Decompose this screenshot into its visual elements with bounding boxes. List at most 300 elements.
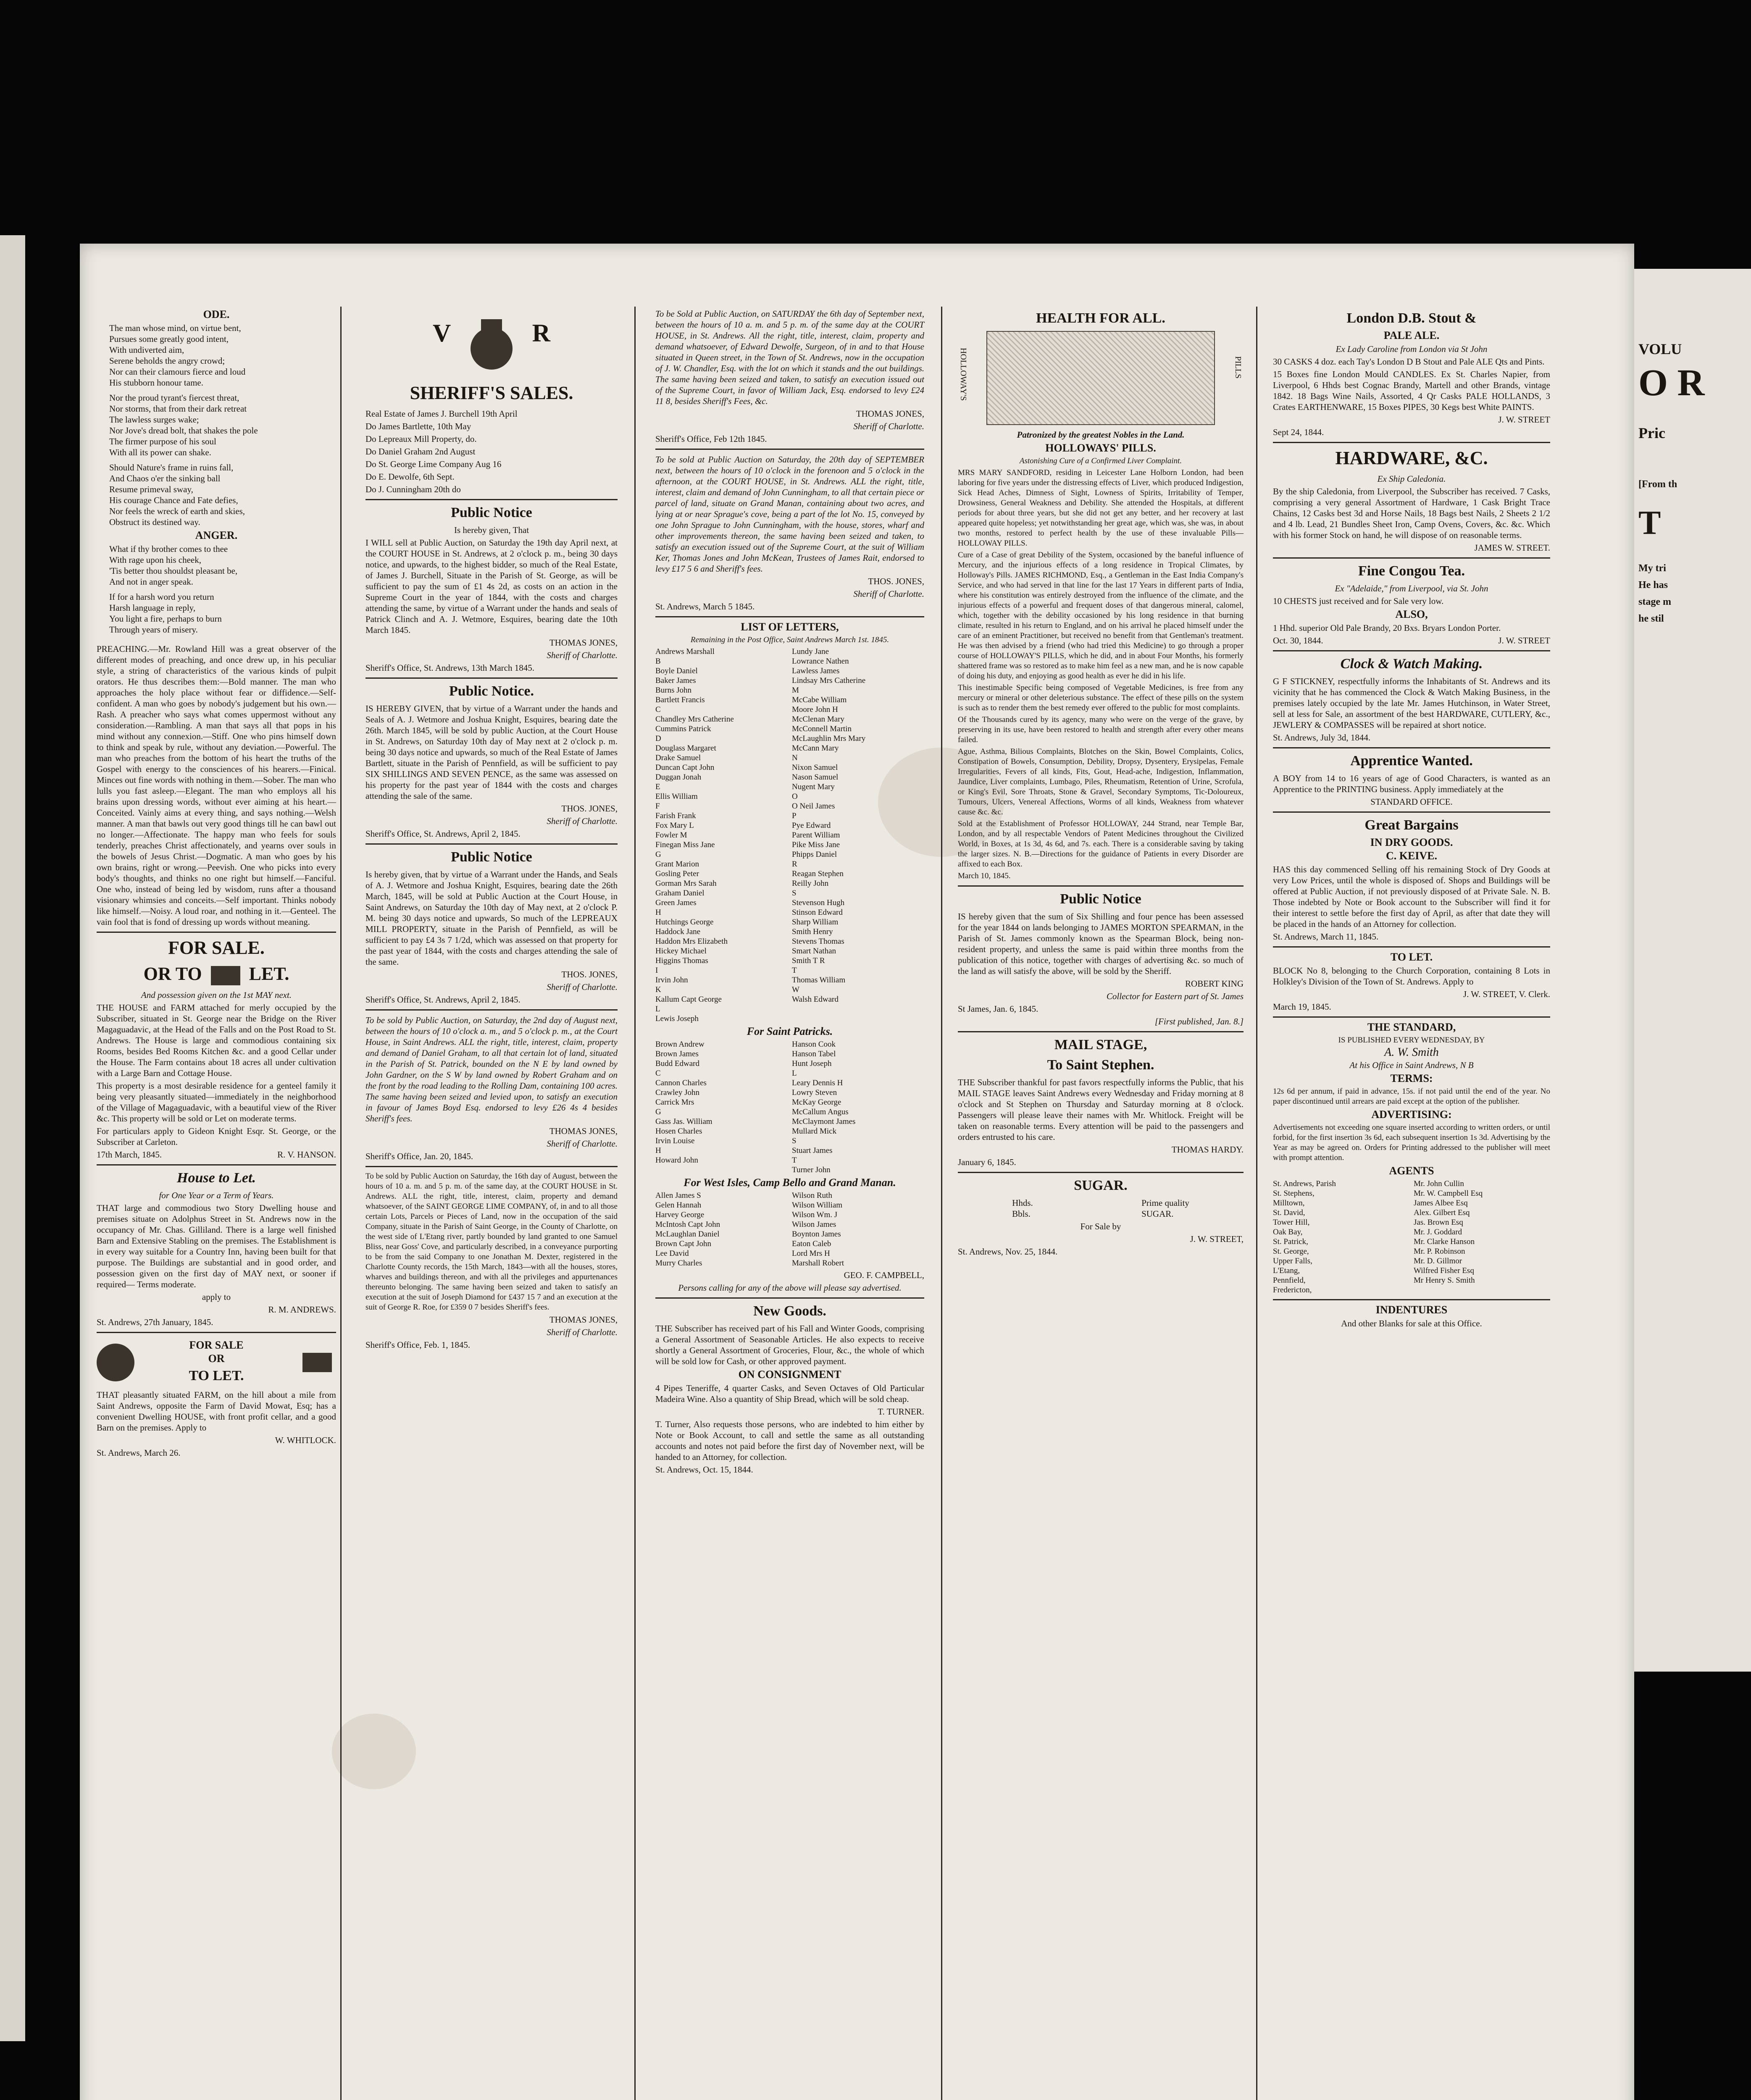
name-column <box>655 647 788 1024</box>
persons-calling: Persons calling for any of the above will please say advertised. <box>678 1283 902 1293</box>
or-to-label: OR TO <box>143 963 202 984</box>
whitlock-date: St. Andrews, March 26. <box>97 1447 181 1458</box>
real-estate-line: Real Estate of James J. Burchell 19th April <box>365 409 518 419</box>
publisher-name: A. W. Smith <box>1384 1046 1439 1059</box>
poem-line: With undiverted aim, <box>109 345 184 355</box>
for-sale2-heading: FOR SALE <box>189 1339 244 1351</box>
list-item: Fredericton, <box>1273 1286 1312 1294</box>
list-item: Lowry Steven <box>792 1088 837 1097</box>
indentures-text: And other Blanks for sale at this Office. <box>1341 1318 1482 1328</box>
first-published: [First published, Jan. 8.] <box>1154 1016 1244 1026</box>
list-item: Eaton Caleb <box>792 1239 831 1248</box>
list-item: Lowrance Nathen <box>792 657 849 666</box>
list-item: S <box>792 1137 797 1145</box>
house-farm-text: THE HOUSE and FARM attached for merly occupied by the Subscriber, situated in St. George near the Bridge on the River Magaguadavic, at the Head of the Falls and on the Post Road to St. Andrews. The House is large and commodious containing six Rooms, besides Bed Rooms Kitchen &c. and a good Cellar under the House. The Farm contains about 18 acres all under cultivation with a Large Barn and Cottage House. <box>97 1002 336 1078</box>
sale-list-item: Do Lepreaux Mill Property, do. <box>365 434 477 444</box>
list-item: McCallum Angus <box>792 1108 849 1116</box>
list-item: Ellis William <box>655 792 698 801</box>
dry-goods-heading: IN DRY GOODS. <box>1370 836 1453 848</box>
agents-list <box>1273 1179 1550 1295</box>
divider <box>1273 811 1550 813</box>
turner-text: T. Turner, Also requests those persons, who are indebted to him either by Note or Book Account, to call and settle the same as all outstanding accounts and notes not paid before the first day of November next, will be handed to an Attorney, for collection. <box>655 1419 924 1462</box>
sheriff-name: THOMAS JONES, <box>856 409 924 419</box>
date: Oct. 30, 1844. <box>1273 635 1323 646</box>
consignment-text: 4 Pipes Teneriffe, 4 quarter Casks, and Seven Octaves of Old Particular Madeira Wine. Also a quantity of Ship Bread, which will be sold cheap. <box>655 1383 924 1404</box>
divider <box>365 677 618 679</box>
list-item: Baker James <box>655 676 696 685</box>
hardy-date: January 6, 1845. <box>958 1157 1016 1167</box>
list-item: Haddock Jane <box>655 927 701 936</box>
for-sale-heading-group <box>189 1337 244 1388</box>
column-4 <box>958 307 1244 1259</box>
fine-congou-heading: Fine Congou Tea. <box>1358 563 1465 579</box>
mail-text: THE Subscriber thankful for past favors respectfully informs the Public, that his MAIL STAGE leaves Saint Andrews every Wednesday and Friday morning at 8 o'clock and St Stephen on Thursday and Saturday morning at 8 o'clock. Passengers will please leave their names with Mr. Whitlock. Freight will be taken on reasonable terms. Every attention will be paid to the passengers and orders entrusted to his care. <box>958 1077 1244 1142</box>
divider <box>97 1332 336 1333</box>
london-stout-heading: London D.B. Stout & <box>1346 310 1477 326</box>
list-item: O <box>792 792 798 801</box>
to-let-text: BLOCK No 8, belonging to the Church Corporation, containing 8 Lots in Holkley's Division of the Town of St. Andrews. Apply to <box>1273 966 1550 987</box>
list-item: Cummins Patrick <box>655 724 711 733</box>
poem-line: Obstruct its destined way. <box>109 517 200 527</box>
column-rule <box>941 307 942 2100</box>
list-item: L'Etang, <box>1273 1266 1300 1275</box>
anger-poem <box>97 543 336 635</box>
sugar-heading: SUGAR. <box>1074 1178 1128 1193</box>
divider <box>1273 747 1550 748</box>
list-item: Hunt Joseph <box>792 1059 832 1068</box>
or-to-let-heading <box>97 963 336 985</box>
ailments-list: Ague, Asthma, Bilious Complaints, Blotches on the Skin, Bowel Complaints, Colics, Constipation of Bowels, Consumption, Debility, Dropsy, Dysentery, Erysipelas, Female Irregularities, Fevers of all kinds, Fits, Gout, Head-ache, Indigestion, Inflammation, Jaundice, Liver complaints, Lumbago, Piles, Rheumatism, Retention of Urine, Scrofula, or King's Evil, Sore Throats, Stone & Gravel, Secondary Symptoms, Tic-Doloureux, Tumours, Ulcers, Venereal Affections, Worms of all kinds, Weakness from whatever cause &c. &c. <box>958 747 1244 816</box>
date-street <box>1273 635 1550 646</box>
poem-line: What if thy brother comes to thee <box>109 544 228 554</box>
list-item: Sharp William <box>792 918 839 927</box>
list-item: Gosling Peter <box>655 869 699 878</box>
list-item: Carrick Mrs <box>655 1098 694 1107</box>
list-item: B <box>655 657 661 666</box>
divider <box>958 1172 1244 1173</box>
name-column <box>1414 1179 1550 1295</box>
list-item: O Neil James <box>792 802 835 811</box>
divider <box>1273 946 1550 948</box>
list-item: McLaughlan Daniel <box>655 1230 720 1239</box>
sugar-desc <box>1141 1197 1189 1219</box>
list-item: St. George, <box>1273 1247 1309 1256</box>
divider <box>365 1009 618 1011</box>
apply-to: apply to <box>202 1292 231 1302</box>
list-item: McKay George <box>792 1098 841 1107</box>
list-item: McClenan Mary <box>792 715 845 724</box>
list-item: Haddon Mrs Elizabeth <box>655 937 728 946</box>
street-name: J. W. STREET, <box>1190 1234 1244 1244</box>
andrews-date: St. Andrews, 27th January, 1845. <box>97 1317 213 1327</box>
divider <box>365 1166 618 1167</box>
list-item: K <box>655 985 661 994</box>
date: St. Andrews, July 3d, 1844. <box>1273 732 1371 743</box>
poem-line: Nor the proud tyrant's fiercest threat, <box>109 393 239 403</box>
to-let2-heading: TO LET. <box>189 1368 244 1383</box>
list-item: Nixon Samuel <box>792 763 838 772</box>
list-item: James Albee Esq <box>1414 1199 1468 1208</box>
poem-line: Nor feels the wreck of earth and skies, <box>109 506 245 516</box>
to-let-heading: TO LET. <box>1390 951 1433 963</box>
andrews-name: R. M. ANDREWS. <box>268 1304 336 1315</box>
list-item: T <box>792 966 797 975</box>
adelaide-line: Ex "Adelaide," from Liverpool, via St. John <box>1335 583 1488 593</box>
list-item: Cannon Charles <box>655 1079 707 1087</box>
poem-line: Resume primeval sway, <box>109 484 193 494</box>
list-item: Grant Marion <box>655 860 699 869</box>
next-page-fragment: VOLU <box>1638 341 1682 357</box>
list-item: Brown Capt John <box>655 1239 711 1248</box>
sheriff-title: Sheriff of Charlotte. <box>547 650 618 660</box>
list-item: Lindsay Mrs Catherine <box>792 676 866 685</box>
list-item: Hanson Tabel <box>792 1050 836 1058</box>
divider <box>1273 557 1550 559</box>
turner-date: St. Andrews, Oct. 15, 1844. <box>655 1465 753 1475</box>
hardware-text: By the ship Caledonia, from Liverpool, the Subscriber has received. 7 Casks, comprising a very general Assortment of Hardware, 1 Cask Bright Trace Chains, 12 Casks best 3d and Horse Nails, 18 Bags best Nails, 2 Sheets 2 1/2 and 4 lb. Lead, 21 Bundles Sheet Iron, Camp Ovens, Covers, &c. &c. Which with his former Stock on hand, he will dispose of on reasonable terms. <box>1273 486 1550 540</box>
list-item: Phipps Daniel <box>792 850 837 859</box>
for-sale-block <box>97 1337 336 1388</box>
poem-line: The man whose mind, on virtue bent, <box>109 323 241 333</box>
list-item: Fox Mary L <box>655 821 694 830</box>
great-bargains-heading: Great Bargains <box>1365 817 1459 833</box>
particulars-text: For particulars apply to Gideon Knight Esqr. St. George, or the Subscriber at Carleton. <box>97 1126 336 1147</box>
list-item: Mr Henry S. Smith <box>1414 1276 1475 1285</box>
poem-line: Nor Jove's dread bolt, that shakes the pole <box>109 425 258 436</box>
sugar-unit: Hhds. <box>1012 1198 1033 1208</box>
patricks-list <box>655 1040 924 1175</box>
list-item: Budd Edward <box>655 1059 700 1068</box>
apprentice-heading: Apprentice Wanted. <box>1350 753 1473 769</box>
advertising-text: Advertisements not exceeding one square inserted according to written orders, or until forbid, for the first insertion 3s 6d, each subsequent insertion 1s 3d. Advertising by the Year as may be agreed on. Orders for Printing addressed to the publisher will meet with prompt attention. <box>1273 1123 1550 1162</box>
list-item: Nugent Mary <box>792 782 835 791</box>
published-line: IS PUBLISHED EVERY WEDNESDAY, BY <box>1338 1036 1485 1045</box>
list-item: G <box>655 1108 661 1116</box>
notice-text: Is hereby given, that by virtue of a Warrant under the Hands, and Seals of A. J. Wetmore and Joshua Knight, Esquires, bearing date the 26th March, 1845, will be sold at Public Auction at the Court House, in Saint Andrews, on Saturday the 10th day of May next, at 2 o'clock P. M. being 30 days notice and upwards, So much of the LEPREAUX MILL PROPERTY, situate in the Parish of Pennfield, as will be sufficient to pay £4 3s 7 1/2d, which was assessed on that property for the past year of 1844, with the costs and charges attending the sale of the same. <box>365 869 618 967</box>
list-item: McCann Mary <box>792 744 839 753</box>
divider <box>655 1297 924 1299</box>
sheriff-title: Sheriff of Charlotte. <box>547 816 618 826</box>
postmaster-name: GEO. F. CAMPBELL, <box>844 1270 924 1280</box>
list-item: Turner John <box>792 1166 831 1174</box>
holloway-text: Cure of a Case of great Debility of the System, occasioned by the baneful influence of Mercury, and the injurious effects of a long residence in Tropical Climates, by Holloway's Pills. JAMES RICHMOND, Esq., a Gentleman in the East India Company's Service, and who had served in that line for the last 17 Years in different parts of India, where his constitution was entirely destroyed from the influence of the climate, and the injurious effects of a powerful and frequent doses of that dangerous mineral, calomel, which, together with the debility occasioned by his long residence in that burning climate, resulted in his return to England, and on his arrival he placed himself under the care of an eminent Practitioner, but received no benefit from that Gentleman's treatment. He was then advised by a friend (who had tried this Medicine) to go through a proper course of HOLLOWAY'S PILLS, which he did, and in about Four Months, his formerly shattered frame was so restored as to make him feel as a new man, and he is now capable of doing his duty, and enjoying as good health as ever he did in his life. <box>958 551 1244 680</box>
notice-text: I WILL sell at Public Auction, on Saturday the 19th day April next, at the COURT HOUSE in St. Andrews, at 2 o'clock p. m., being 30 days notice, and upwards, to the highest bidder, so much of the Real Estate, of James J. Burchell, Situate in the Parish of St. George, as will be sufficient to pay the sum of £1 4s 2d, as costs on an action in the Supreme Court in the year of 1844, with the costs and charges attending the same, by virtue of a Warrant under the hands and seals of Patrick Clinch and A. J. Wetmore, Esquires, bearing date the 10th March 1845. <box>365 538 618 635</box>
date: March 19, 1845. <box>1273 1002 1331 1012</box>
list-item: Hanson Cook <box>792 1040 836 1049</box>
indentures-heading: INDENTURES <box>1375 1304 1448 1316</box>
ode-title: ODE. <box>203 308 230 320</box>
list-item: Boynton James <box>792 1230 841 1239</box>
list-item: McCabe William <box>792 696 847 704</box>
office-date: Sheriff's Office, St. Andrews, April 2, 1845. <box>365 829 521 839</box>
holloway-vignette <box>958 331 1244 425</box>
holloway-side-label: HOLLOWAY'S <box>959 348 968 401</box>
column-rule <box>634 307 636 2100</box>
notice-text: IS hereby given that the sum of Six Shilling and four pence has been assessed for the year 1844 on lands belonging to JAMES MORTON SPEARMAN, in the Parish of St. James commonly known as the Spearman Block, being non-resident property, and unless the same is paid within three months from the publication of this notice, together with charges of advertising &c. so much of the land as will satisfy the above, will be sold by the Sheriff. <box>958 911 1244 976</box>
list-item: Duggan Jonah <box>655 773 702 782</box>
list-item: Chandley Mrs Catherine <box>655 715 734 724</box>
west-isles-heading: For West Isles, Camp Bello and Grand Manan. <box>684 1176 896 1189</box>
street-name: JAMES W. STREET. <box>1474 543 1550 553</box>
sheriffs-sales-heading: SHERIFF'S SALES. <box>410 383 573 403</box>
list-item: Wilson James <box>792 1220 836 1229</box>
poem-line: Through years of misery. <box>109 625 198 635</box>
office-date: Sheriff's Office, Feb. 1, 1845. <box>365 1340 471 1350</box>
astonishing-heading: Astonishing Cure of a Confirmed Liver Complaint. <box>1019 457 1182 465</box>
next-page-fragment: He has <box>1638 580 1668 591</box>
list-item: Hosen Charles <box>655 1127 702 1136</box>
goods-text: 15 Boxes fine London Mould CANDLES. Ex St. Charles Napier, from Liverpool, 6 Hhds best Cognac Brandy, Martell and other Brands, vintage 1842. 18 Bags Wine Nails, Assorted, 4 Qr Casks PALE HOLLANDS, 3 Crates EARTHENWARE, 15 Boxes PIPES, 30 Kegs best White PAINTS. <box>1273 369 1550 412</box>
next-page-fragment: he stil <box>1638 613 1664 624</box>
hanson-name: R. V. HANSON. <box>277 1149 336 1160</box>
list-item: Murry Charles <box>655 1259 702 1268</box>
list-item: H <box>655 1146 661 1155</box>
list-item: Graham Daniel <box>655 889 705 898</box>
public-notice-heading: Public Notice <box>451 849 532 865</box>
hanson-date: 17th March, 1845. <box>97 1149 162 1160</box>
date: St. Andrews, March 11, 1845. <box>1273 932 1379 942</box>
next-page-fragment: stage m <box>1638 596 1671 607</box>
office-line: At his Office in Saint Andrews, N B <box>1349 1060 1474 1070</box>
list-item: Reagan Stephen <box>792 869 844 878</box>
divider <box>365 843 618 845</box>
list-item: L <box>655 1005 660 1013</box>
list-item: Brown James <box>655 1050 699 1058</box>
poem-line: With all its power can shake. <box>109 447 211 457</box>
column-2 <box>365 307 618 1352</box>
list-item: McConnell Martin <box>792 724 852 733</box>
list-item: Mr. P. Robinson <box>1414 1247 1465 1256</box>
st-stephen-heading: To Saint Stephen. <box>1047 1057 1154 1073</box>
list-item: I <box>655 966 658 975</box>
list-item: Crawley John <box>655 1088 700 1097</box>
list-item: Smith T R <box>792 956 825 965</box>
public-notice-heading: Public Notice. <box>449 683 534 699</box>
sheriff-name: THOMAS JONES, <box>549 1315 618 1325</box>
previous-page-edge <box>0 235 25 2041</box>
list-item: Douglass Margaret <box>655 744 716 753</box>
list-item: M <box>792 686 799 695</box>
house-to-let-heading: House to Let. <box>177 1170 256 1186</box>
anger-title: ANGER. <box>195 529 238 541</box>
sale-list-item: Do James Bartlette, 10th May <box>365 421 471 431</box>
house-let-text: THAT large and commodious two Story Dwelling house and premises situate on Adolphus Street in St. Andrews now in the occupancy of Mr. Chas. Gilliland. There is a large well finished Barn and Extensive Stabling on the premises. The Establishment is in every way suitable for a Country Inn, having been built for that purpose. The Buildings are substantial and in good order, and possession given on the first day of MAY next, or sooner if required— Terms moderate. <box>97 1202 336 1289</box>
preaching-article: PREACHING.—Mr. Rowland Hill was a great observer of the different modes of preaching, and once drew up, in his peculiar style, a string of characteristics of the various kinds of pulpit orators. He thus describes them:—Bold manner. The man who approaches the holy place without fear or diffidence.—Self-confident. A man who goes by nobody's judgement but his own.—Rash. A preacher who says what comes uppermost without any consideration.—Rambling. A man that says all that pops in his mind without any connexion.—Stiff. One who pins himself down to think and speak by rule, without any deviation.—Powerful. The man who preaches from the bottom of his heart the truths of the Gospel with energy to the consciences of his hearers.—Finical. Minces out fine words with nothing in them.—Sober. The man who lulls you fast asleep.—Elegant. The man who employs all his brains upon dressing words, without ever aiming at his heart.—Conceited. Vainly aims at every thing, and says nothing.—Welsh manner. A man that bawls out very good things till he can bawl out no longer.—Affectionate. The happy man who feels for souls tenderly, preaches Christ affectionately, and yearns over souls in the bowels of Jesus Christ.—Dogmatic. A man who goes by his own brains, right or wrong.—Peevish. One who picks into every body's thoughts, and thinks no one right but himself.—Fanciful. One who, instead of being led by wisdom, runs after a thousand visionary whimsies and conceits.—Self important. Thinks nobody like himself.—Noisy. A loud roar, and nothing in it.—Genteel. The vain fool that is fond of dressing up words without meaning. <box>97 644 336 927</box>
list-item: Green James <box>655 898 697 907</box>
list-item: Gass Jas. William <box>655 1117 712 1126</box>
column-3 <box>655 307 924 1477</box>
letters-list <box>655 647 924 1024</box>
column-5 <box>1273 307 1550 1331</box>
is-hereby-line: Is hereby given, That <box>454 525 529 535</box>
holloway-text: This inestimable Specific being composed of Vegetable Medicines, is free from any mercury or mineral or other deleterious substance. The effect of these pills on the system is such as to render them the best remedy ever offered to the public for most complaints. <box>958 683 1244 712</box>
list-item: D <box>655 734 661 743</box>
west-isles-list <box>655 1191 924 1268</box>
mail-stage-heading: MAIL STAGE, <box>1054 1037 1147 1053</box>
possession-note: And possession given on the 1st MAY next. <box>141 990 292 1000</box>
next-page-fragment: Pric <box>1638 425 1665 441</box>
sale-list-item: Do Daniel Graham 2nd August <box>365 446 476 457</box>
chests-text: 10 CHESTS just received and for Sale very low. <box>1273 596 1444 606</box>
divider <box>1273 1016 1550 1018</box>
holloway-engraving <box>986 331 1215 425</box>
sheriff-name: THOS. JONES, <box>868 576 924 586</box>
name-column <box>792 647 924 1024</box>
list-item: T <box>792 1156 797 1165</box>
public-notice-heading: Public Notice <box>1060 891 1141 907</box>
list-item: Moore John H <box>792 705 838 714</box>
property-text: This property is a most desirable residence for a genteel family it being very pleasantly situated—immediately in the neighborhood of the Village of Magaguadavic, with a beautiful view of the River &c. This property will be sold or Let on moderate terms. <box>97 1080 336 1124</box>
ex-ship-line: Ex Ship Caledonia. <box>1377 474 1446 484</box>
poem-line: Harsh language in reply, <box>109 603 196 613</box>
poem-line: Nor can their clamours fierce and loud <box>109 367 246 377</box>
list-item: St. Stephens, <box>1273 1189 1315 1198</box>
office-date: Sheriff's Office, Feb 12th 1845. <box>655 434 767 444</box>
paper-stain <box>332 1714 416 1789</box>
list-item: St. Andrews, Parish <box>1273 1179 1336 1188</box>
holloways-pills-heading: HOLLOWAYS' PILLS. <box>1045 442 1156 454</box>
list-item: Mr. Clarke Hanson <box>1414 1237 1475 1246</box>
sugar-listing <box>958 1197 1244 1219</box>
list-item: Farish Frank <box>655 811 696 820</box>
r-initial: R <box>532 319 550 347</box>
list-item: St. David, <box>1273 1208 1305 1217</box>
list-item: Irvin Louise <box>655 1137 695 1145</box>
list-item: Mr. W. Campbell Esq <box>1414 1189 1483 1198</box>
sheriff-name: THOS. JONES, <box>561 803 618 814</box>
sheriff-name: THOMAS JONES, <box>549 1126 618 1136</box>
poem-line: The lawless surges wake; <box>109 415 199 425</box>
house-icon <box>302 1353 332 1372</box>
list-item: Jas. Brown Esq <box>1414 1218 1463 1227</box>
list-item: Harvey George <box>655 1210 705 1219</box>
list-item: Wilson William <box>792 1201 843 1210</box>
poem-line: Pursues some greatly good intent, <box>109 334 229 344</box>
divider <box>97 932 336 933</box>
sheriff-title: Sheriff of Charlotte. <box>547 1327 618 1337</box>
turner-name: T. TURNER. <box>878 1407 924 1417</box>
agents-heading: AGENTS <box>1389 1165 1434 1177</box>
notice-text: To be sold by Public Auction on Saturday, the 16th day of August, between the hours of 10 a. m. and 5 p. m. of the same day, at the COURT HOUSE in St. Andrews. ALL the right, title, interest, claim, property and demand whatsoever, of the SAINT GEORGE LIME COMPANY, of, in and to all those certain Lots, Parcels or Pieces of Land, now in the occupation of the said Company, situate in the Parish of Saint George, in the County of Charlotte, on the west side of L'Etang river, partly bounded by land granted to one Samuel Bliss, near Goss' Cove, and particularly described, in a conveyance purporting to be from the said Company to one Jonathan M. Dexter, registered in the Charlotte County records, the 15th March, 1843—with all the houses, stores, wharves and buildings thereon, and with all the privileges and appurtenances thereunto belonging. The same having been seized and taken to satisfy an execution at the suit of Joseph Diamond for £437 15 7 and an execution at the suit of George R. Roe, for £359 0 7 besides Sheriff's fees. <box>365 1172 618 1312</box>
list-item: Mr. J. Goddard <box>1414 1228 1462 1236</box>
whitlock-name: W. WHITLOCK. <box>275 1435 336 1445</box>
term-note: for One Year or a Term of Years. <box>159 1190 274 1200</box>
divider <box>97 1164 336 1166</box>
name-column <box>1273 1179 1409 1295</box>
king-date: St James, Jan. 6, 1845. <box>958 1004 1039 1014</box>
list-item: Gelen Hannah <box>655 1201 702 1210</box>
standard-office-line: STANDARD OFFICE. <box>1370 797 1453 807</box>
list-item: Allen James S <box>655 1191 701 1200</box>
next-page-edge <box>1626 269 1751 1672</box>
list-item: Tower Hill, <box>1273 1218 1310 1227</box>
street-name: J. W. STREET <box>1498 415 1550 425</box>
list-item: C <box>655 705 661 714</box>
list-item: P <box>792 811 797 820</box>
letters-heading: LIST OF LETTERS, <box>741 621 839 633</box>
brandy-text: 1 Hhd. superior Old Pale Brandy, 20 Bxs. Bryars London Porter. <box>1273 623 1501 633</box>
list-item: Nason Samuel <box>792 773 839 782</box>
sugar-date: St. Andrews, Nov. 25, 1844. <box>958 1247 1058 1257</box>
divider <box>1273 650 1550 651</box>
list-item: Upper Falls, <box>1273 1257 1312 1265</box>
clock-watch-heading: Clock & Watch Making. <box>1340 656 1483 672</box>
next-page-fragment: My tri <box>1638 563 1666 574</box>
list-item: Andrews Marshall <box>655 647 715 656</box>
list-item: Oak Bay, <box>1273 1228 1303 1236</box>
poem-line: Serene beholds the angry crowd; <box>109 356 225 366</box>
list-item: Marshall Robert <box>792 1259 844 1268</box>
hardy-name: THOMAS HARDY. <box>1171 1144 1244 1155</box>
list-item: Parent William <box>792 831 840 840</box>
list-item: Smart Nathan <box>792 947 836 956</box>
list-item: Hickey Michael <box>655 947 707 956</box>
terms-text: 12s 6d per annum, if paid in advance, 15s. if not paid until the end of the year. No paper discontinued until arrears are paid except at the option of the publisher. <box>1273 1087 1550 1106</box>
office-date: Sheriff's Office, St. Andrews, April 2, 1845. <box>365 995 521 1005</box>
list-item: Stevenson Hugh <box>792 898 845 907</box>
terms-heading: TERMS: <box>1390 1072 1433 1084</box>
notice-text: To be sold at Public Auction on Saturday, the 20th day of SEPTEMBER next, between the hours of 10 o'clock in the forenoon and 5 o'clock in the afternoon, at the COURT HOUSE, in St. Andrews. ALL the right, title, interest, claim and demand of John Cunningham, to all that certain piece or parcel of land, situate on Grand Manan, containing about two acres, and lying at or near Sprague's cove, being a part of the lot No. 15, conveyed by one John Sprague to John Cunningham, with the house, stores, wharf and other improvements thereon, the same having been seized and taken, to satisfy an execution issued out of the Supreme Court, at the suit of William Ker, Thomas Jones and John McKean, Trustees of James Rait, endorsed to levy £17 5 6 and Sheriff's fees. <box>655 454 924 574</box>
list-item: Lundy Jane <box>792 647 829 656</box>
poem-line: His courage Chance and Fate defies, <box>109 495 238 505</box>
royal-arms <box>429 311 555 378</box>
poem-line: And not in anger speak. <box>109 577 194 587</box>
divider <box>365 499 618 500</box>
tree-icon <box>97 1344 134 1381</box>
apprentice-text: A BOY from 14 to 16 years of age of Good Characters, is wanted as an Apprentice to the PRINTING business. Apply immediately at the <box>1273 773 1550 794</box>
holloway-text: MRS MARY SANDFORD, residing in Leicester Lane Holborn London, had been laboring for five years under the distressing effects of Liver, which produced Indigestion, Sick Head Aches, Dimness of Sight, Lowness of Spirits, Irritability of Temper, Drowsiness, General Weakness and Debility. She attended the Hospitals, at different periods for about three years, but she did not get any better, and her recovery at last appeared quite hopeless; yet notwithstanding her great age, which was, she was, in about two months, restored to perfect health by the use of these invaluable Pills—HOLLOWAY PILLS. <box>958 468 1244 548</box>
or2-heading: OR <box>208 1352 225 1365</box>
poem-line: If for a harsh word you return <box>109 592 214 602</box>
farm-text: THAT pleasantly situated FARM, on the hill about a mile from Saint Andrews, opposite the Farm of David Mowat, Esq; has a convenient Dwelling HOUSE, with front profit cellar, and a good Barn on the premises. Apply to <box>97 1389 336 1433</box>
name-column <box>655 1040 788 1175</box>
list-item: Duncan Capt John <box>655 763 715 772</box>
sugar-quality: Prime quality <box>1141 1198 1189 1208</box>
list-item: Irvin John <box>655 976 688 984</box>
divider <box>1273 1299 1550 1300</box>
also-heading: ALSO, <box>1395 608 1428 620</box>
list-item: Mr. John Cullin <box>1414 1179 1464 1188</box>
list-item: Wilson Wm. J <box>792 1210 838 1219</box>
notice-text: To be sold by Public Auction, on Saturday, the 2nd day of August next, between the hours of 10 o'clock a. m., and 5 o'clock p. m., at the Court House, in Saint Andrews. ALL the right, title, interest, claim, property and demand of Daniel Graham, to all that certain lot of land, situated in the Parish of St. Patrick, bounded on the N E by land owned by John Gardner, on the S W by land owned by Robert Graham and on the front by the road leading to the Rolling Dam, containing 100 acres. The same having been seized and levied upon, to satisfy an execution in favour of James Boyd Esq. endorsed to levy £26 4s 4 besides Sheriff's fees. <box>365 1015 618 1124</box>
office-date: St. Andrews, March 5 1845. <box>655 601 755 612</box>
letters-subheading: Remaining in the Post Office, Saint Andrews March 1st. 1845. <box>690 635 889 644</box>
list-item: McLaughlin Mrs Mary <box>792 734 866 743</box>
saint-patricks-heading: For Saint Patricks. <box>747 1025 833 1037</box>
sheriff-title: Sheriff of Charlotte. <box>547 982 618 992</box>
poem-line: With rage upon his cheek, <box>109 555 202 565</box>
name-column <box>655 1191 788 1268</box>
list-item: E <box>655 782 660 791</box>
column-rule <box>340 307 342 2100</box>
sale-list-item: Do E. Dewolfe, 6th Sept. <box>365 472 455 482</box>
casks-text: 30 CASKS 4 doz. each Tay's London D B Stout and Pale ALE Qts and Pints. <box>1273 357 1545 367</box>
notice-text: IS HEREBY GIVEN, that by virtue of a Warrant under the hands and Seals of A. J. Wetmore and Joshua Knight, Esquires, bearing date the 26th. March 1845, will be sold by public Auction, at the Court House in St. Andrews, on Saturday 10th day of May next at 2 o'clock p. m. being 30 days notice and upwards, so much of the Real Estate of James Bartlett, situate in the Parish of Pennfield, as will be sufficient to pay SIX SHILLINGS AND SEVEN PENCE, as the same was assessed on his property for the past year of 1844 with the costs and charges attending the sale of the same. <box>365 704 618 801</box>
sold-at-text: Sold at the Establishment of Professor HOLLOWAY, 244 Strand, near Temple Bar, London, and by all respectable Vendors of Patent Medicines throughout the Civilized World, in Boxes, at 1s 3d, 4s 6d, and 7s. each. There is a considerable saving by taking the larger sizes. N. B.—Directions for the guidance of Patients in every Disorder are affixed to each Box. <box>958 819 1244 869</box>
column-rule <box>1256 307 1257 2100</box>
next-page-fragment: O R <box>1638 362 1705 404</box>
list-item: Alex. Gilbert Esq <box>1414 1208 1470 1217</box>
list-item: Pike Miss Jane <box>792 840 840 849</box>
street-name: J. W. STREET, V. Clerk. <box>1463 989 1550 999</box>
list-item: S <box>792 889 797 898</box>
office-date: Sheriff's Office, St. Andrews, 13th March 1845. <box>365 663 534 673</box>
poem-line: His stubborn honour tame. <box>109 378 203 388</box>
list-item: C <box>655 1069 661 1078</box>
list-item: R <box>792 860 797 869</box>
poem-line: You light a fire, perhaps to burn <box>109 614 222 624</box>
list-item: Smith Henry <box>792 927 833 936</box>
